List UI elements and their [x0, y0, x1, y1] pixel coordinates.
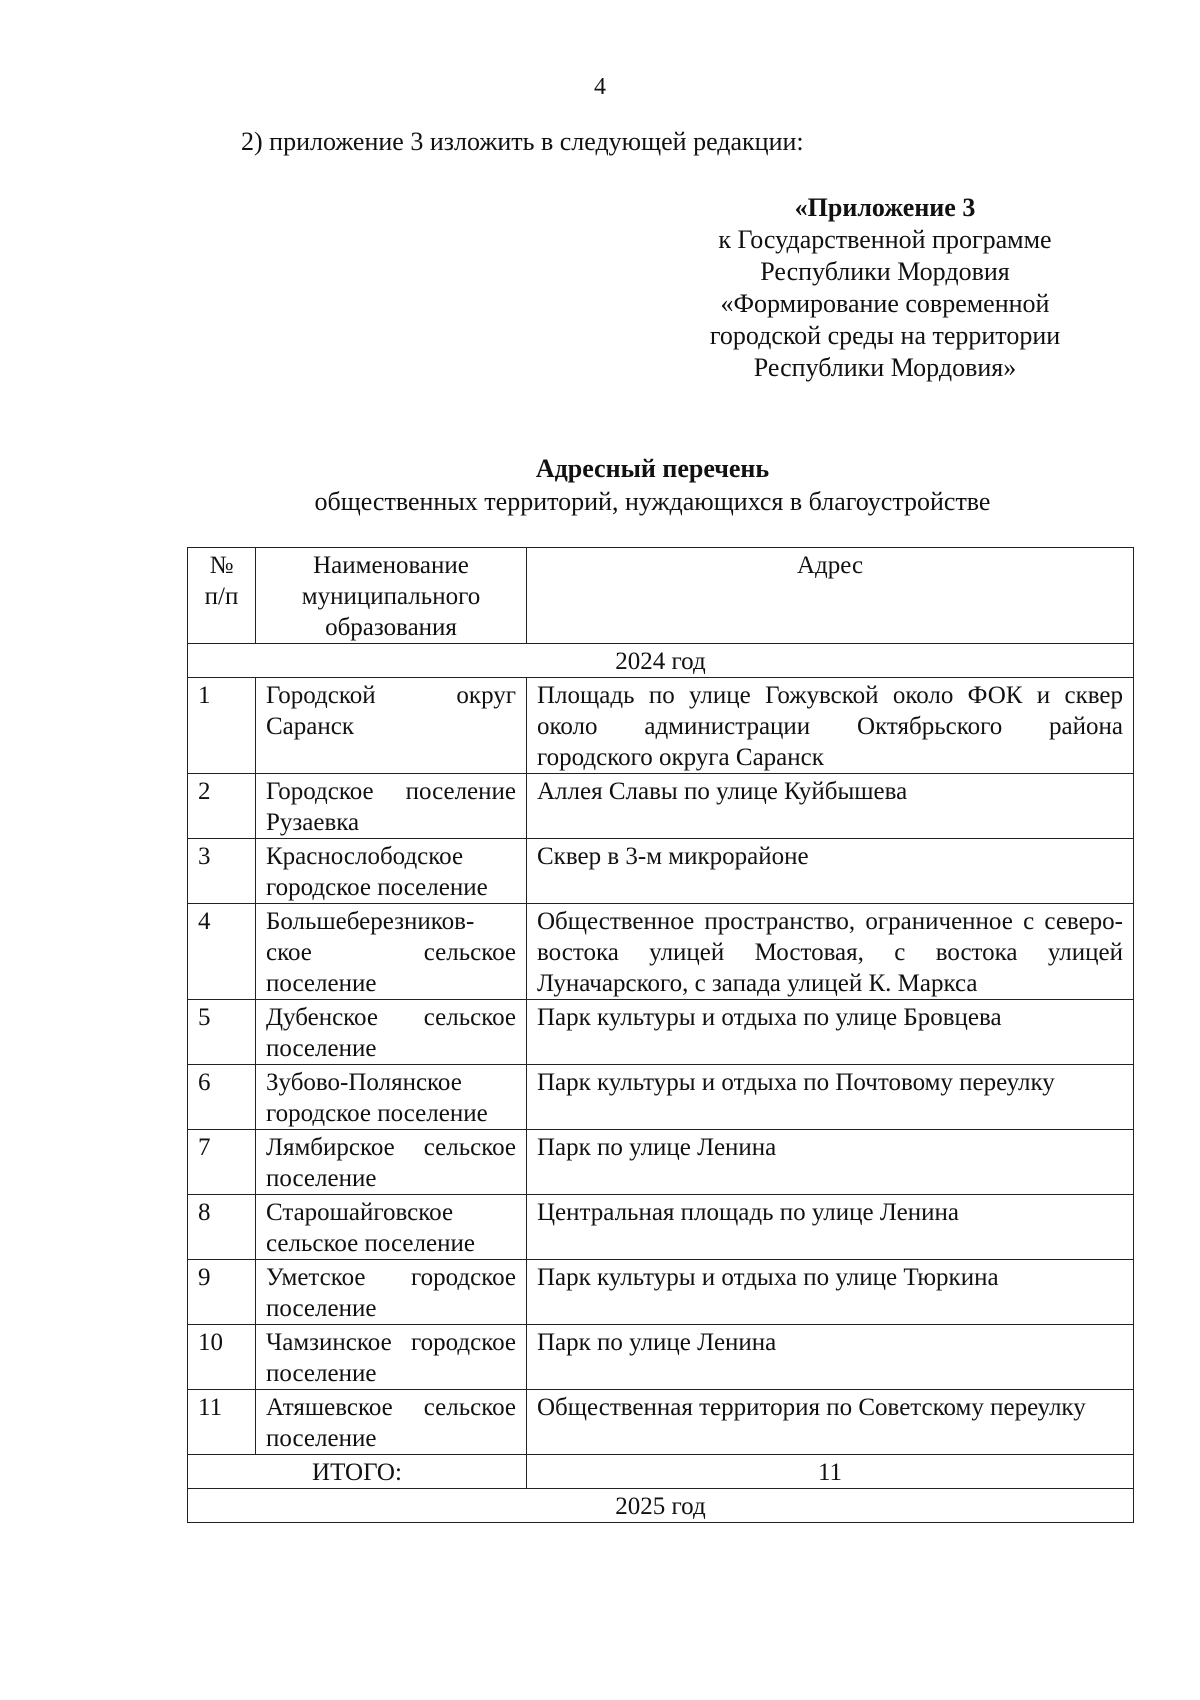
table-row	[188, 1390, 1134, 1455]
row-address: Парк культуры и отдыха по улице Тюркина	[527, 1260, 1134, 1325]
row-num: 2	[188, 774, 256, 839]
year-row-2025	[188, 1489, 1134, 1523]
row-address: Центральная площадь по улице Ленина	[527, 1195, 1134, 1260]
row-name: Чамзинское городское поселение	[256, 1325, 527, 1390]
row-address: Парк культуры и отдыха по улице Бровцева	[527, 1000, 1134, 1065]
row-name: Краснослободское городское поселение	[256, 839, 527, 904]
year-2024-label: 2024 год	[188, 644, 1134, 678]
total-value: 11	[527, 1455, 1134, 1489]
row-address: Аллея Славы по улице Куйбышева	[527, 774, 1134, 839]
address-table	[187, 547, 1134, 1523]
row-name: Атяшевское сельское поселение	[256, 1390, 527, 1455]
row-name: Дубенское сельское поселение	[256, 1000, 527, 1065]
year-2025-label: 2025 год	[188, 1489, 1134, 1523]
row-address: Площадь по улице Гожувской около ФОК и сквер около администрации Октябрьского района городского округа Саранск	[527, 678, 1134, 774]
year-row-2024	[188, 644, 1134, 678]
page-number: 4	[594, 74, 606, 100]
row-num: 11	[188, 1390, 256, 1455]
row-num: 6	[188, 1065, 256, 1130]
header-name: Наименование муниципального образования	[256, 548, 527, 644]
row-num: 1	[188, 678, 256, 774]
instruction-text: 2) приложение 3 изложить в следующей редакции:	[241, 127, 804, 156]
appendix-line: Республики Мордовия	[760, 257, 1010, 286]
row-address: Сквер в 3-м микрорайоне	[527, 839, 1134, 904]
row-num: 5	[188, 1000, 256, 1065]
row-address: Парк по улице Ленина	[527, 1130, 1134, 1195]
appendix-heading: «Приложение 3	[794, 193, 976, 222]
total-label: ИТОГО:	[188, 1455, 527, 1489]
row-name: Уметское городское поселение	[256, 1260, 527, 1325]
table-row	[188, 774, 1134, 839]
table-row	[188, 839, 1134, 904]
header-address: Адрес	[527, 548, 1134, 644]
row-num: 9	[188, 1260, 256, 1325]
row-num: 7	[188, 1130, 256, 1195]
appendix-line: городской среды на территории	[709, 321, 1061, 350]
header-num: № п/п	[188, 548, 256, 644]
table-row	[188, 1195, 1134, 1260]
row-name: Городской округ Саранск	[256, 678, 527, 774]
table-header-row	[188, 548, 1134, 644]
row-name: Зубово-Полянское городское поселение	[256, 1065, 527, 1130]
total-row	[188, 1455, 1134, 1489]
appendix-line: Республики Мордовия»	[753, 353, 1017, 382]
table-row	[188, 1000, 1134, 1065]
row-name: Старошайговское сельское поселение	[256, 1195, 527, 1260]
table-row	[188, 678, 1134, 774]
row-address: Общественное пространство, ограниченное с северо-востока улицей Мостовая, с востока улицей Луначарского, с запада улицей К. Маркса	[527, 904, 1134, 1000]
table-row	[188, 1065, 1134, 1130]
row-address: Парк культуры и отдыха по Почтовому переулку	[527, 1065, 1134, 1130]
row-num: 4	[188, 904, 256, 1000]
document-subtitle: общественных территорий, нуждающихся в благоустройстве	[314, 487, 991, 516]
appendix-block	[665, 192, 1105, 384]
row-name: Большеберезников-ское сельское поселение	[256, 904, 527, 1000]
row-address: Общественная территория по Советскому переулку	[527, 1390, 1134, 1455]
appendix-line: к Государственной программе	[718, 225, 1052, 254]
table-row	[188, 1325, 1134, 1390]
row-address: Парк по улице Ленина	[527, 1325, 1134, 1390]
document-title: Адресный перечень	[535, 454, 770, 483]
row-num: 10	[188, 1325, 256, 1390]
row-num: 3	[188, 839, 256, 904]
table-row	[188, 1260, 1134, 1325]
table-row	[188, 1130, 1134, 1195]
row-name: Лямбирское сельское поселение	[256, 1130, 527, 1195]
row-name: Городское поселение Рузаевка	[256, 774, 527, 839]
appendix-line: «Формирование современной	[720, 289, 1050, 318]
table-row	[188, 904, 1134, 1000]
row-num: 8	[188, 1195, 256, 1260]
